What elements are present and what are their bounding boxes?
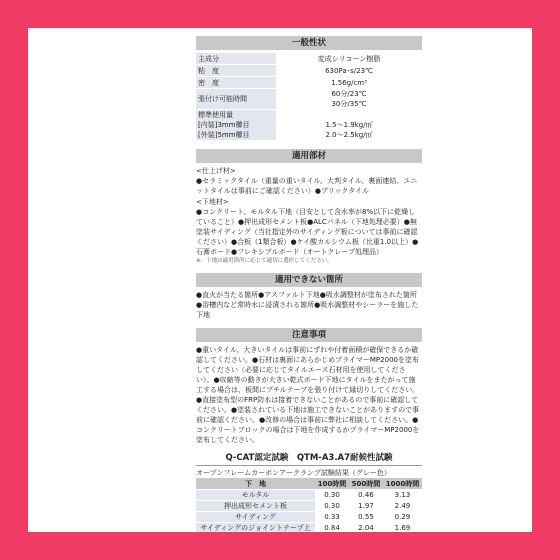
test-row — [196, 490, 422, 501]
test-column-header: 100時間 — [315, 478, 349, 490]
test-substrate-cell: 押出成形セメント板 — [196, 501, 315, 512]
spec-content — [196, 36, 422, 532]
test-row — [196, 512, 422, 523]
property-key: 主成分 — [196, 53, 276, 65]
test-substrate-cell: サイディングのジョイントテープ上 — [196, 523, 315, 533]
test-value-cell: 3.13 — [394, 491, 411, 499]
test-substrate-cell: サイディング — [196, 512, 315, 523]
property-value: 60分/23℃ 30分/35℃ — [331, 90, 367, 108]
test-value-cell: 0.33 — [324, 513, 340, 521]
property-row — [196, 110, 422, 141]
test-column-header: 下 地 — [196, 478, 315, 490]
property-key: 密 度 — [196, 77, 276, 89]
applicable-materials-heading: 適用部材 — [196, 149, 422, 163]
test-value-cell: 1.97 — [358, 502, 374, 510]
property-value: 1.56g/cm³ — [331, 78, 367, 87]
test-title: Q-CAT認定試験 QTM-A3.A7耐候性試験 — [196, 453, 422, 466]
not-applicable-heading: 適用できない箇所 — [196, 273, 422, 287]
test-value-cell: 0.84 — [324, 524, 340, 532]
test-value-cell: 0.46 — [358, 491, 374, 499]
property-row — [196, 65, 422, 77]
applicable-note: ※：下地は適用箇所に応じて適切に選択してください。 — [196, 258, 333, 264]
property-value: 1.5〜1.9kg/㎡ 2.0〜2.5kg/㎡ — [325, 121, 373, 139]
weathering-test-table — [196, 478, 422, 532]
finish-materials-text: ●セラミックタイル（重量の重いタイル、大判タイル、裏面連結、ユニットタイルは事前にご確認ください）●ブリックタイル — [196, 177, 418, 195]
test-subtitle: オープンフレームカーボンアークランプ試験結果（グレー色） — [196, 469, 391, 477]
test-substrate-cell: モルタル — [196, 490, 315, 501]
test-row — [196, 523, 422, 533]
test-column-header: 1000時間 — [383, 478, 422, 490]
finish-materials-heading: <仕上げ材> — [196, 167, 236, 175]
property-key: 張付け可能時間 — [196, 89, 276, 110]
general-properties-table — [196, 53, 422, 141]
property-row — [196, 53, 422, 65]
property-row — [196, 89, 422, 110]
base-materials-text: ●コンクリート、モルタル下地（目安として含水率が8%以下に乾燥していること）●押出成形セメント板●ALCパネル（下地処理必要）●無塗装サイディング（当社指定外のサイディング板については事前に確認ください）●合板（1類合板）●ケイ酸カルシウム板（比重1.0以上）●石膏ボード●フレキシブルボード（オートクレーブ処理品） — [196, 208, 419, 256]
document-page — [28, 28, 532, 532]
test-value-cell: 0.55 — [358, 513, 374, 521]
test-value-cell: 2.49 — [394, 502, 411, 510]
test-value-cell: 2.04 — [358, 524, 374, 532]
general-properties-heading: 一般性状 — [196, 36, 422, 50]
property-key: 粘 度 — [196, 65, 276, 77]
property-value: 変成シリコーン樹脂 — [317, 54, 381, 63]
caution-text: ●重いタイル、大きいタイルは事前にずれや付着面積が確保できるか確認してください。●石材は裏面にあらかじめプライマーMP2000を塗布してください（必要に応じてタイルエース石材用を使用してください）。●収縮等の動きが大きい乾式ボード下地にタイルをまたがって施工する場合は、板間にブチルテープを張り付けて縁切りしてください。●直接塗布型のFRP防水は接着できないことがあるので事前に確認してください。●塗装されている下地は施工できないことがありますので事前に確認ください。●改修の場合は事前に弊社に相談してください。●コンクリートブロックの場合は下地を作成するかプライマーMP2000を塗布してください。 — [196, 346, 420, 444]
property-key: 標準使用量 [内装]3mm櫛目 [外装]5mm櫛目 — [196, 110, 276, 141]
test-value-cell: 0.29 — [394, 513, 411, 521]
test-row — [196, 501, 422, 512]
test-value-cell: 0.30 — [324, 502, 340, 510]
caution-heading: 注意事項 — [196, 328, 422, 342]
test-value-cell: 0.30 — [324, 491, 340, 499]
test-column-header: 500時間 — [349, 478, 383, 490]
test-value-cell: 1.69 — [394, 524, 411, 532]
base-materials-heading: <下地材> — [196, 198, 229, 206]
property-row — [196, 77, 422, 89]
property-value: 630Pa･s/23℃ — [325, 66, 373, 75]
not-applicable-text: ●直火が当たる箇所●アスファルト下地●吸水調整材が塗布された箇所●浴槽内など常時水に浸漬される箇所●吸水調整材やシーラーを施した下地 — [196, 291, 419, 319]
